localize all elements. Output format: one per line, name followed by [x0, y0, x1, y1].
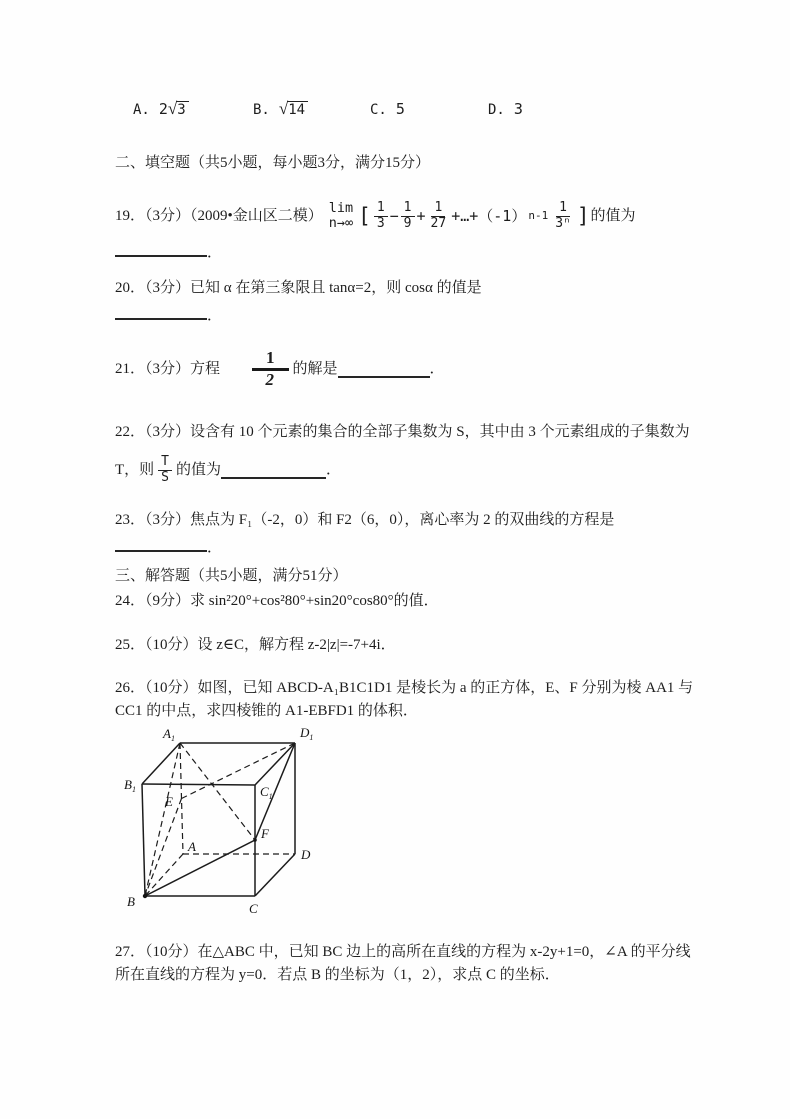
vertex-label-b1: $B_1$ [124, 777, 136, 794]
choice-a-coeff: 2 [158, 100, 168, 118]
choice-c [370, 98, 405, 121]
fraction: $\frac{1}{\text{3ⁿ}}$ [555, 199, 571, 231]
vertex-label-d: D [301, 847, 311, 862]
choice-a [133, 98, 189, 121]
choice-d-label: D. [488, 102, 505, 118]
vertex-label-e: E [165, 794, 173, 809]
answer-blank [115, 240, 207, 257]
problem-26-line1: 26．（10分）如图，已知 ABCD-A₁B1C1D1 是棱长为 a 的正方体，E、F 分别为棱 AA1 与 [115, 680, 694, 696]
limit-operator: lim n→∞ [328, 200, 354, 231]
answer-blank [221, 462, 326, 479]
vertex-label-d1: $D_1$ [300, 725, 314, 742]
problem-26-line2: CC1 的中点，求四棱锥的 A1-EBFD1 的体积． [115, 703, 418, 719]
vertex-label-a1: $A_1$ [163, 726, 175, 743]
cube-diagram [105, 723, 335, 923]
choice-a-radicand: 3 [176, 101, 188, 118]
choice-a-label: A. [133, 102, 150, 118]
problem-23: 23．（3分）焦点为 F₁（-2，0）和 F2（6，0），离心率为 2 的双曲线的方程是 [115, 512, 615, 528]
vertex-label-c1: $C_1$ [260, 784, 273, 801]
problem-27-line1: 27．（10分）在△ABC 中，已知 BC 边上的高所在直线的方程为 x-2y+1=0，∠A 的平分线 [115, 944, 691, 960]
problem-27-line2: 所在直线的方程为 y=0．若点 B 的坐标为（1，2），求点 C 的坐标． [115, 967, 560, 983]
vertex-label-f: F [261, 826, 269, 841]
operator: − [389, 207, 399, 225]
p21-suffix: 的解是 [292, 361, 338, 377]
section-solve-title: 三、解答题（共5小题，满分51分） [115, 568, 348, 584]
choice-b-label: B. [253, 102, 270, 118]
choice-b [253, 98, 308, 121]
p20-answer-line: ． [115, 303, 222, 327]
problem-22-line2: T，则 $\frac{T}{S}$ 的值为 ． [115, 453, 342, 485]
p22-pre: T，则 [115, 462, 155, 478]
problem-25: 25．（10分）设 z∈C，解方程 z-2|z|=-7+4i． [115, 637, 396, 653]
paren-term: （-1） [478, 207, 527, 225]
choice-c-label: C. [370, 102, 387, 118]
radical-icon: √ [167, 99, 178, 118]
fraction: $\frac{1}{27}$ [430, 199, 447, 231]
vertex-label-b: B [127, 894, 135, 909]
choice-b-radicand: 14 [287, 101, 308, 118]
fraction: $\frac{1}{9}$ [401, 201, 415, 232]
answer-blank [338, 361, 430, 378]
vertex-label-c: C [249, 901, 258, 916]
choice-c-value: 5 [395, 100, 405, 118]
vertex-label-a: A [188, 839, 196, 854]
p19-answer-line: ． [115, 240, 222, 264]
p22-suffix: 的值为 [176, 462, 222, 478]
fraction: $\frac{T}{S}$ [158, 455, 172, 486]
radical-icon: √ [278, 99, 289, 118]
operator: + [416, 207, 426, 225]
p19-suffix: 的值为 [590, 208, 636, 224]
exponent: n-1 [528, 209, 549, 222]
right-bracket: ] [576, 204, 590, 228]
problem-21: 21．（3分）方程 $\frac{1}{2}$ 的解是 ． [115, 348, 445, 389]
choice-d-value: 3 [513, 100, 523, 118]
fraction: $\frac{1}{3}$ [374, 201, 388, 232]
choice-d [488, 98, 523, 121]
operator: +…+ [451, 207, 479, 225]
problem-20: 20．（3分）已知 α 在第三象限且 tanα=2，则 cosα 的值是 [115, 280, 482, 296]
problem-19 [115, 190, 710, 242]
fraction: $\frac{1}{2}$ [252, 349, 289, 389]
p19-prefix: 19．（3分）（2009•金山区二模） [115, 208, 323, 224]
problem-22-line1: 22．（3分）设含有 10 个元素的集合的全部子集数为 S，其中由 3 个元素组成的子集数为 [115, 424, 690, 440]
p21-prefix: 21．（3分）方程 [115, 361, 221, 377]
problem-24: 24．（9分）求 sin²20°+cos²80°+sin20°cos80°的值． [115, 593, 439, 609]
section-fill-title: 二、填空题（共5小题，每小题3分，满分15分） [115, 155, 431, 171]
answer-blank [115, 303, 207, 320]
cube-solid-edges [142, 743, 295, 896]
left-bracket: [ [358, 204, 371, 228]
answer-blank [115, 535, 207, 552]
p23-answer-line: ． [115, 535, 222, 559]
